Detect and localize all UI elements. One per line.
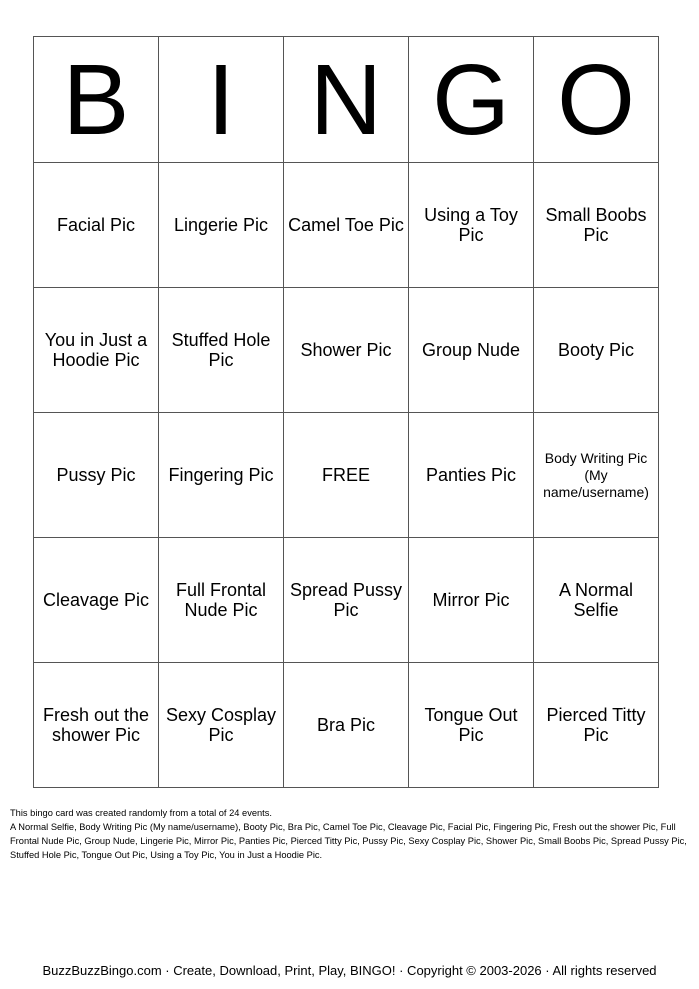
bingo-card — [33, 36, 659, 788]
free-space-cell: FREE — [284, 413, 409, 538]
bingo-cell: Shower Pic — [284, 288, 409, 413]
bingo-cell: Group Nude — [409, 288, 534, 413]
footer-copyright: BuzzBuzzBingo.com · Create, Download, Print, Play, BINGO! · Copyright © 2003-2026 · All rights reserved — [42, 963, 657, 978]
bingo-cell: Lingerie Pic — [159, 163, 284, 288]
bingo-cell: Stuffed Hole Pic — [159, 288, 284, 413]
bingo-cell: Cleavage Pic — [34, 538, 159, 663]
bingo-cell: A Normal Selfie — [534, 538, 659, 663]
bingo-cell: Pussy Pic — [34, 413, 159, 538]
bingo-cell: Fresh out the shower Pic — [34, 663, 159, 788]
card-info — [10, 806, 690, 862]
bingo-cell: Sexy Cosplay Pic — [159, 663, 284, 788]
bingo-header-row — [34, 37, 659, 163]
bingo-cell: Using a Toy Pic — [409, 163, 534, 288]
header-letter-o: O — [534, 37, 659, 163]
bingo-cell: Bra Pic — [284, 663, 409, 788]
bingo-cell: Mirror Pic — [409, 538, 534, 663]
bingo-row — [34, 538, 659, 663]
bingo-cell: Small Boobs Pic — [534, 163, 659, 288]
bingo-cell: Camel Toe Pic — [284, 163, 409, 288]
card-info-intro: This bingo card was created randomly from a total of 24 events. — [10, 808, 272, 818]
bingo-cell: Fingering Pic — [159, 413, 284, 538]
bingo-cell: Booty Pic — [534, 288, 659, 413]
bingo-row — [34, 163, 659, 288]
bingo-cell: Full Frontal Nude Pic — [159, 538, 284, 663]
bingo-row — [34, 663, 659, 788]
bingo-cell: Tongue Out Pic — [409, 663, 534, 788]
header-letter-i: I — [159, 37, 284, 163]
bingo-cell: Pierced Titty Pic — [534, 663, 659, 788]
bingo-cell: Panties Pic — [409, 413, 534, 538]
bingo-row — [34, 288, 659, 413]
card-info-events: A Normal Selfie, Body Writing Pic (My name/username), Booty Pic, Bra Pic, Camel Toe Pic, Cleavage Pic, Facial Pic, Fingering Pic, Fresh out the shower Pic, Full Frontal Nude Pic, Group Nude, Lingerie Pic, Mirror Pic, Panties Pic, Pierced Titty Pic, Pussy Pic, Sexy Cosplay Pic, Shower Pic, Small Boobs Pic, Spread Pussy Pic, Stuffed Hole Pic, Tongue Out Pic, Using a Toy Pic, You in Just a Hoodie Pic. — [10, 822, 687, 860]
bingo-cell: You in Just a Hoodie Pic — [34, 288, 159, 413]
bingo-cell: Body Writing Pic (My name/username) — [534, 413, 659, 538]
bingo-row — [34, 413, 659, 538]
header-letter-b: B — [34, 37, 159, 163]
header-letter-g: G — [409, 37, 534, 163]
header-letter-n: N — [284, 37, 409, 163]
bingo-cell: Spread Pussy Pic — [284, 538, 409, 663]
bingo-cell: Facial Pic — [34, 163, 159, 288]
